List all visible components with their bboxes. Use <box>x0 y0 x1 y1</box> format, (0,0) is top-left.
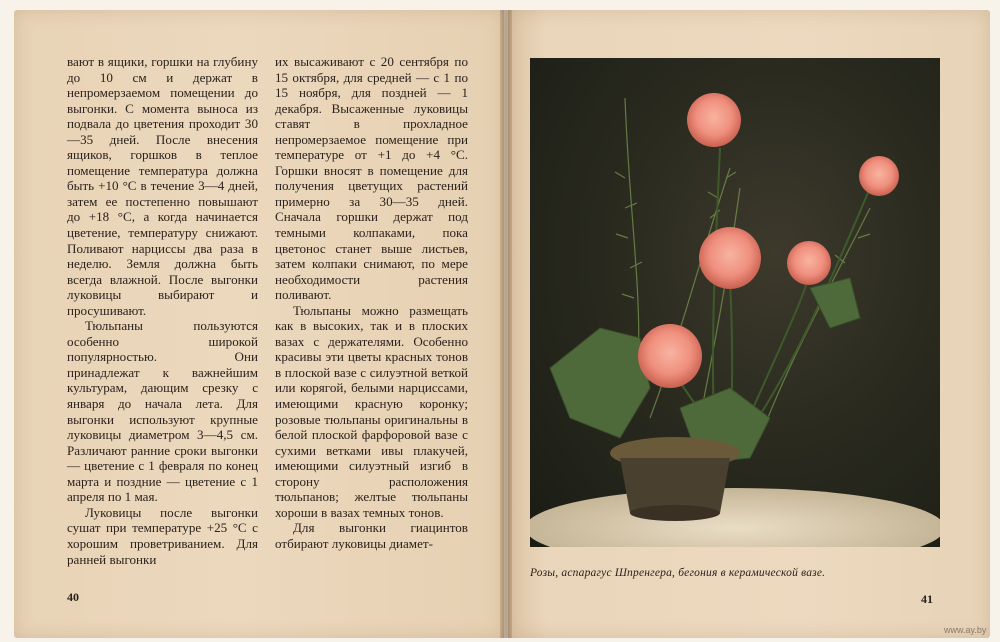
photo-caption: Розы, аспарагус Шпренгера, бегония в керамической вазе. <box>530 567 826 579</box>
table-surface <box>530 488 940 547</box>
watermark: www.ay.by <box>944 625 987 635</box>
page-number-right: 41 <box>921 592 933 606</box>
text-column-2 <box>275 54 468 552</box>
rose-bloom <box>787 241 831 285</box>
text-column-1 <box>67 54 258 567</box>
book-gutter <box>500 10 512 638</box>
roses <box>638 93 899 388</box>
rose-bloom <box>687 93 741 147</box>
begonia-leaves <box>550 278 860 463</box>
paragraph: Тюльпаны пользуются особенно широкой популярностью. Они принадлежат к важнейшим культурам, дающим срезку с января до начала лета. Для выгонки используют крупные луковицы диаметром 3—4,5 см. Различают ранние сроки выгонки — цветение с 1 февраля по конец марта и поздние — цветение с 1 апреля по 1 мая. <box>67 318 258 505</box>
paragraph: Луковицы после выгонки сушат при температуре +25 °С с хорошим проветриванием. Для ранней выгонки <box>67 504 258 567</box>
paragraph: Для выгонки гиацинтов отбирают луковицы диамет- <box>275 520 468 551</box>
flower-photo <box>530 58 940 547</box>
page-number-left: 40 <box>67 590 79 604</box>
paragraph: вают в ящики, горшки на глубину до 10 см и держат в непромерзаемом помещении до выгонки. С момента выноса из подвала до цветения проходит 30—35 дней. После внесения ящиков, горшков в теплое помещение температура должна быть +10 °С в течение 3—4 дней, затем ее постепенно повышают до +18 °С, а когда начинается цветение, температуру снижают. Поливают нарциссы два раза в неделю. Земля должна быть всегда влажной. После выгонки луковицы выбирают и просушивают. <box>67 54 258 318</box>
paragraph: их высаживают с 20 сентября по 15 октября, для средней — с 1 по 15 ноября, для поздней — 1 декабря. Высаженные луковицы ставят в прохладное непромерзаемое помещение при температуре от +1 до +4 °С. Горшки вносят в помещение для получения цветущих растений примерно за 30—35 дней. Сначала горшки держат под темными колпаками, пока цветонос станет выше листьев, затем колпаки снимают, по мере необходимости растения поливают. <box>275 54 468 303</box>
rose-bloom <box>859 156 899 196</box>
flower-arrangement-illustration <box>530 58 940 547</box>
paragraph: Тюльпаны можно размещать как в высоких, так и в плоских вазах с держателями. Особенно красивы эти цветы красных тонов в плоской вазе с силуэтной веткой или корягой, белыми нарциссами, имеющими красную коронку; розовые тюльпаны оригинальны в белой плоской фарфоровой вазе с сухими ветками ивы плакучей, имеющими силуэтный изгиб в сторону расположения тюльпанов; желтые тюльпаны хороши в вазах темных тонов. <box>275 302 468 520</box>
rose-bloom <box>638 324 702 388</box>
rose-bloom <box>699 227 761 289</box>
ceramic-vase <box>610 437 740 521</box>
